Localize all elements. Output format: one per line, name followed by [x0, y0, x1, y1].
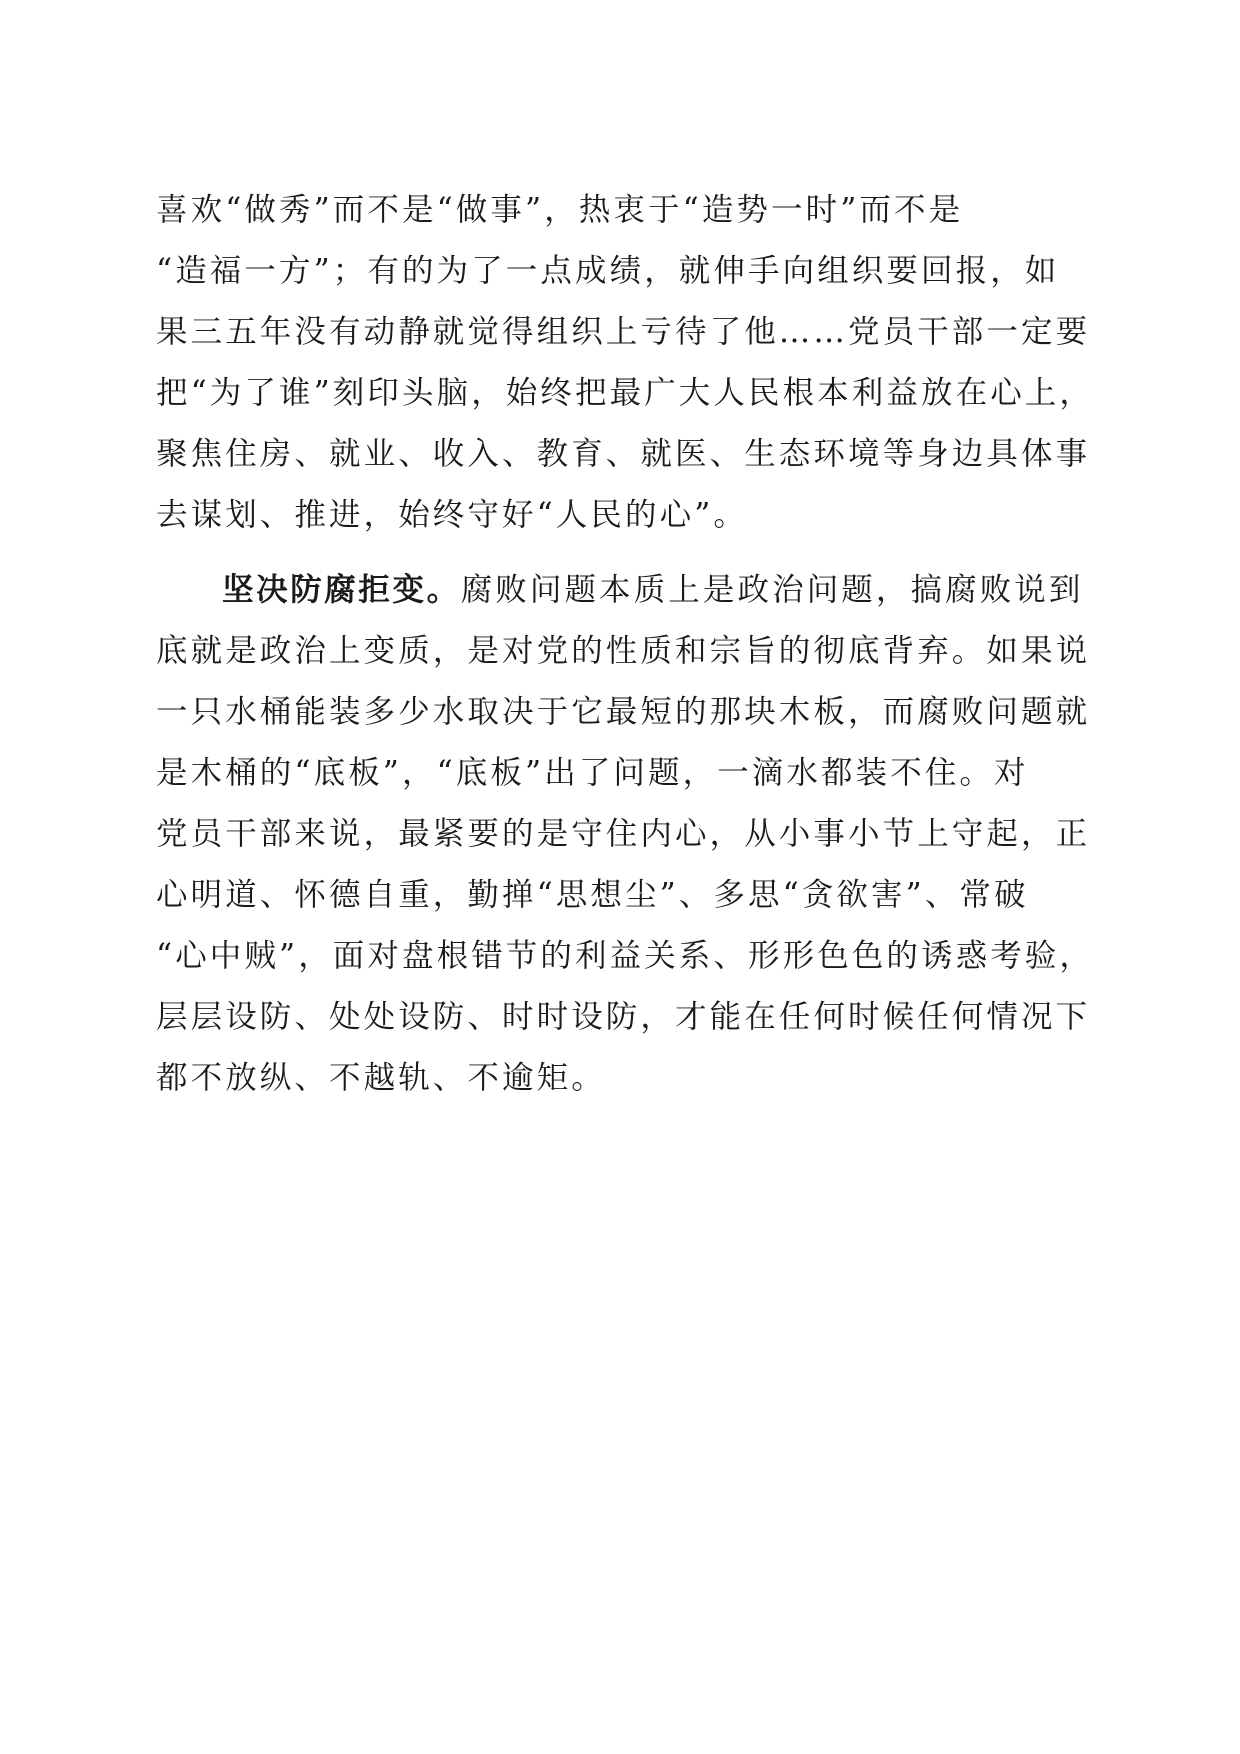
text-line: 底就是政治上变质，是对党的性质和宗旨的彻底背弃。如果说: [156, 633, 1091, 669]
text-line: 是木桶的“底板”，“底板”出了问题，一滴水都装不住。对: [156, 755, 1029, 791]
text-line: 把“为了谁”刻印头脑，始终把最广大人民根本利益放在心上，: [156, 375, 1095, 411]
text-line: 聚焦住房、就业、收入、教育、就医、生态环境等身边具体事: [156, 436, 1091, 472]
paragraph-spacer: [156, 546, 1086, 560]
text-line: 党员干部来说，最紧要的是守住内心，从小事小节上守起，正: [156, 816, 1091, 852]
text-line: 都不放纵、不越轨、不逾矩。: [156, 1060, 606, 1096]
text-line: “心中贼”，面对盘根错节的利益关系、形形色色的诱惑考验，: [156, 938, 1095, 974]
text-line: 喜欢“做秀”而不是“做事”，热衷于“造势一时”而不是: [156, 192, 964, 228]
text-line-first: [156, 560, 1086, 621]
text-run: 腐败问题本质上是政治问题，搞腐败说到: [460, 572, 1084, 608]
text-line: 一只水桶能装多少水取决于它最短的那块木板，而腐败问题就: [156, 694, 1091, 730]
text-line: 层层设防、处处设防、时时设防，才能在任何时候任何情况下: [156, 999, 1091, 1035]
paragraph-people-first: [156, 180, 1095, 546]
text-line: 心明道、怀德自重，勤掸“思想尘”、多思“贪欲害”、常破: [156, 877, 1029, 913]
text-line: “造福一方”；有的为了一点成绩，就伸手向组织要回报，如: [156, 253, 1060, 289]
body-text: [156, 180, 1095, 1109]
paragraph-anti-corruption: [156, 560, 1095, 1109]
text-line: 去谋划、推进，始终守好“人民的心”。: [156, 497, 749, 533]
section-heading: 坚决防腐拒变。: [222, 572, 461, 608]
text-line: 果三五年没有动静就觉得组织上亏待了他……党员干部一定要: [156, 314, 1091, 350]
